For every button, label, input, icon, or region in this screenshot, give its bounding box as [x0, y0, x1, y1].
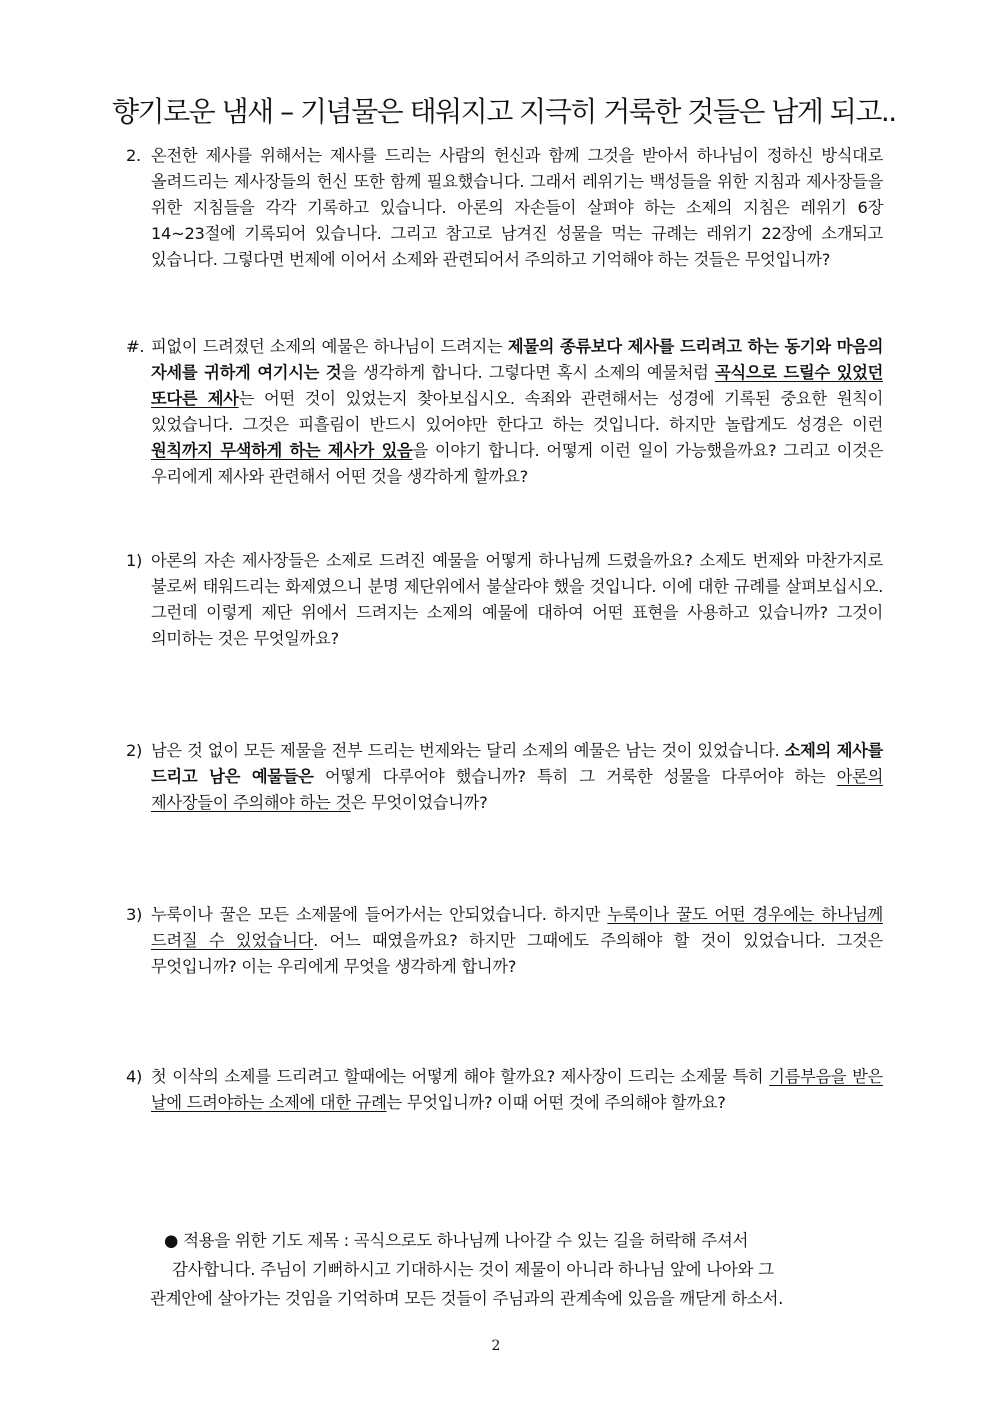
- hash-underline-2: 원칙까지 무색하게 하는 제사가 있음: [151, 441, 413, 460]
- question-3-text-2: . 어느 때였을까요? 하지만 그때에도 주의해야 할 것이 있었습니다. 그것은 무엇입니까? 이는 우리에게 무엇을 생각하게 합니까?: [151, 931, 883, 976]
- prayer-line-3: 관계안에 살아가는 것임을 기억하며 모든 것들이 주님과의 관계속에 있음을 깨닫게 하소서.: [150, 1289, 784, 1308]
- question-2-bold: 소제의 제사를 드리고 남은 예물들은: [151, 741, 883, 786]
- bullet-icon: ●: [164, 1231, 179, 1250]
- hash-underline-1: 곡식으로 드릴수 있었던 또다른 제사: [151, 363, 883, 408]
- hash-bold-1: 제물의 종류보다 제사를 드리려고 하는 동기와 마음의 자세를 귀하게 여기시는 것: [151, 337, 883, 382]
- question-2-text-2: 어떻게 다루어야 했습니까? 특히 그 거룩한 성물을 다루어야 하는: [313, 767, 837, 786]
- question-4-text-2: 는 무엇입니까? 이때 어떤 것에 주의해야 할까요?: [386, 1093, 726, 1112]
- question-1-text: 아론의 자손 제사장들은 소제로 드려진 예물을 어떻게 하나님께 드렸을까요? 소제도 번제와 마찬가지로 불로써 태워드리는 화제였으니 분명 제단위에서 불살라야 했을 것입니다. 이에 대한 규례를 살펴보십시오. 그런데 이렇게 제단 위에서 드려지는 소제의 예물에 대하여 어떤 표현을 사용하고 있습니까? 그것이 의미하는 것은 무엇일까요?: [151, 551, 883, 648]
- prayer-line-2: 감사합니다. 주님이 기뻐하시고 기대하시는 것이 제물이 아니라 하나님 앞에 나아와 그: [172, 1260, 774, 1279]
- intro-marker: 2.: [126, 146, 141, 165]
- hash-marker: #.: [126, 337, 145, 356]
- question-1-marker: 1): [126, 551, 143, 570]
- prayer-line-1: [150, 1226, 860, 1255]
- hash-paragraph: [126, 334, 883, 490]
- prayer-block: [150, 1226, 860, 1313]
- hash-text-2: 을 생각하게 합니다. 그렇다면 혹시 소제의 예물처럼: [341, 363, 715, 382]
- prayer-title-text: 적용을 위한 기도 제목 : 곡식으로도 하나님께 나아갈 수 있는 길을 허락해 주셔서: [183, 1231, 749, 1250]
- question-2-text-1: 남은 것 없이 모든 제물을 전부 드리는 번제와는 달리 소제의 예물은 남는 것이 있었습니다.: [151, 741, 785, 760]
- question-3-marker: 3): [126, 905, 143, 924]
- question-3-text-1: 누룩이나 꿀은 모든 소제물에 들어가서는 안되었습니다. 하지만: [151, 905, 608, 924]
- question-4: [126, 1064, 883, 1116]
- hash-text-4: 을 이야기 합니다. 어떻게 이런 일이 가능했을까요? 그리고 이것은 우리에게 제사와 관련해서 어떤 것을 생각하게 할까요?: [151, 441, 884, 486]
- hash-text-1: 피없이 드려졌던 소제의 예물은 하나님이 드려지는: [151, 337, 508, 356]
- question-4-text-1: 첫 이삭의 소제를 드리려고 할때에는 어떻게 해야 할까요? 제사장이 드리는 소제물 특히: [151, 1067, 770, 1086]
- question-2-marker: 2): [126, 741, 143, 760]
- hash-text-3: 는 어떤 것이 있었는지 찾아보십시오. 속죄와 관련해서는 성경에 기록된 중요한 원칙이 있었습니다. 그것은 피흘림이 반드시 있어야만 한다고 하는 것입니다. 하지만 놀랍게도 성경은 이런: [151, 389, 883, 434]
- question-4-underline: 기름부음을 받은 날에 드려야하는 소제에 대한 규례: [151, 1067, 883, 1112]
- page-number: 2: [491, 1338, 501, 1354]
- question-3: [126, 902, 883, 980]
- question-1: [126, 548, 883, 652]
- page-title: 향기로운 냄새 – 기념물은 태워지고 지극히 거룩한 것들은 남게 되고..: [112, 95, 896, 128]
- question-4-marker: 4): [126, 1067, 143, 1086]
- question-2-text-3: 은 무엇이었습니까?: [350, 793, 488, 812]
- question-3-underline: 누룩이나 꿀도 어떤 경우에는 하나님께 드려질 수 있었습니다: [151, 905, 883, 950]
- intro-paragraph: [126, 143, 883, 273]
- question-2-underline: 아론의 제사장들이 주의해야 하는 것: [151, 767, 884, 812]
- intro-text: 온전한 제사를 위해서는 제사를 드리는 사람의 헌신과 함께 그것을 받아서 하나님이 정하신 방식대로 올려드리는 제사장들의 헌신 또한 함께 필요했습니다. 그래서 레위기는 백성들을 위한 지침과 제사장들을 위한 지침들을 각각 기록하고 있습니다. 아론의 자손들이 살펴야 하는 소제의 지침은 레위기 6장 14~23절에 기록되어 있습니다. 그리고 참고로 남겨진 성물을 먹는 규례는 레위기 22장에 소개되고 있습니다. 그렇다면 번제에 이어서 소제와 관련되어서 주의하고 기억해야 하는 것들은 무엇입니까?: [151, 146, 883, 269]
- question-2: [126, 738, 883, 816]
